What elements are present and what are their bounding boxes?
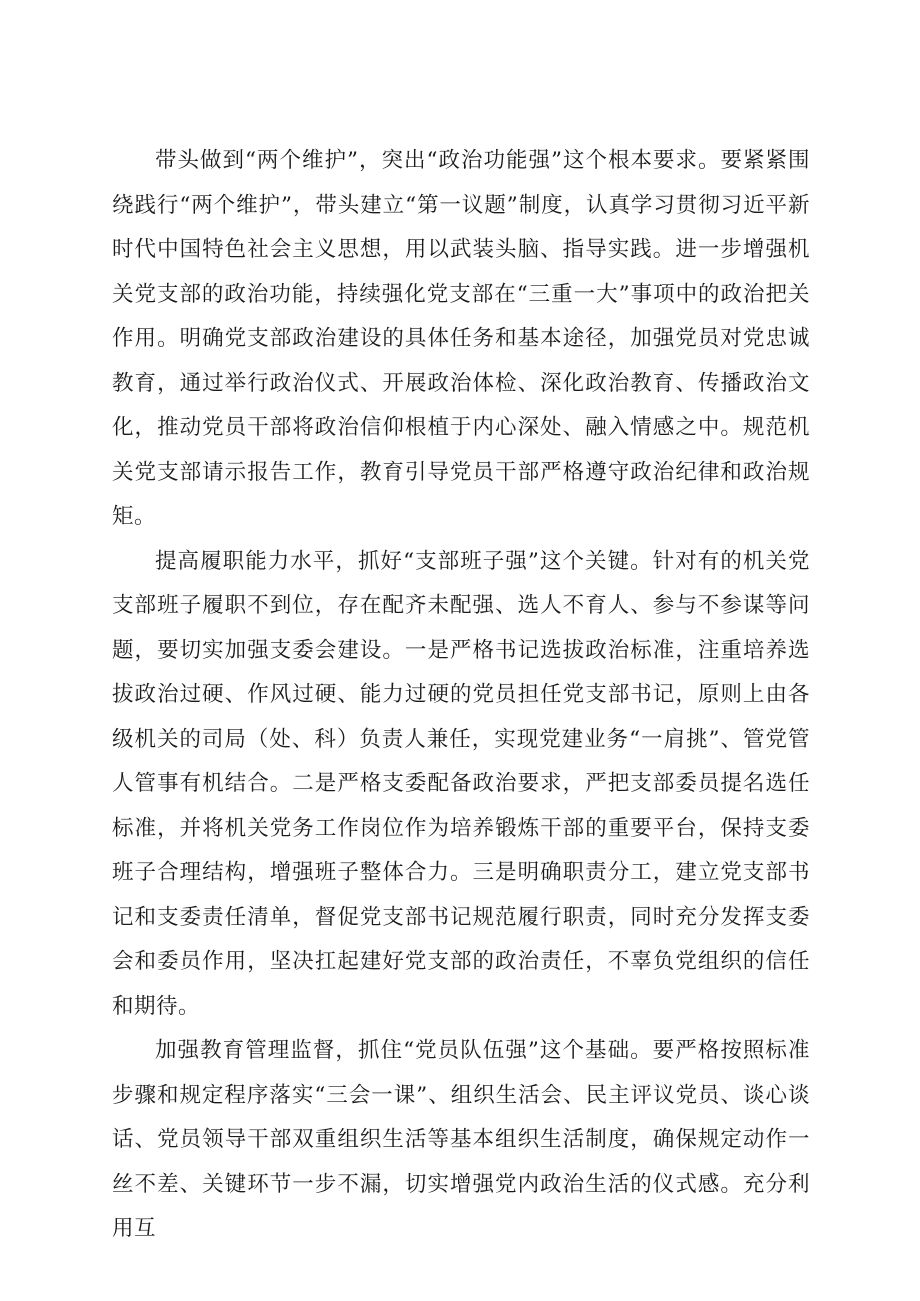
paragraph-political-function: 带头做到“两个维护”，突出“政治功能强”这个根本要求。要紧紧围绕践行“两个维护”，带头建立“第一议题”制度，认真学习贯彻习近平新时代中国特色社会主义思想，用以武装头脑、指导实践。进一步增强机关党支部的政治功能，持续强化党支部在“三重一大”事项中的政治把关作用。明确党支部政治建设的具体任务和基本途径，加强党员对党忠诚教育，通过举行政治仪式、开展政治体检、深化政治教育、传播政治文化，推动党员干部将政治信仰根植于内心深处、融入情感之中。规范机关党支部请示报告工作，教育引导党员干部严格遵守政治纪律和政治规矩。 — [112, 148, 810, 529]
paragraph-branch-leadership: 提高履职能力水平，抓好“支部班子强”这个关键。针对有的机关党支部班子履职不到位，存在配齐未配强、选人不育人、参与不参谋等问题，要切实加强支委会建设。一是严格书记选拔政治标准，注重培养选拔政治过硬、作风过硬、能力过硬的党员担任党支部书记，原则上由各级机关的司局（处、科）负责人兼任，实现党建业务“一肩挑”、管党管人管事有机结合。二是严格支委配备政治要求，严把支部委员提名选任标准，并将机关党务工作岗位作为培养锻炼干部的重要平台，保持支委班子合理结构，增强班子整体合力。三是明确职责分工，建立党支部书记和支委责任清单，督促党支部书记规范履行职责，同时充分发挥支委会和委员作用，坚决扛起建好党支部的政治责任，不辜负党组织的信任和期待。 — [112, 548, 810, 1019]
paragraph-member-education: 加强教育管理监督，抓住“党员队伍强”这个基础。要严格按照标准步骤和规定程序落实“三会一课”、组织生活会、民主评议党员、谈心谈话、党员领导干部双重组织生活等基本组织生活制度，确保规定动作一丝不差、关键环节一步不漏，切实增强党内政治生活的仪式感。充分利用互 — [112, 1038, 810, 1241]
document-body — [112, 139, 810, 1252]
